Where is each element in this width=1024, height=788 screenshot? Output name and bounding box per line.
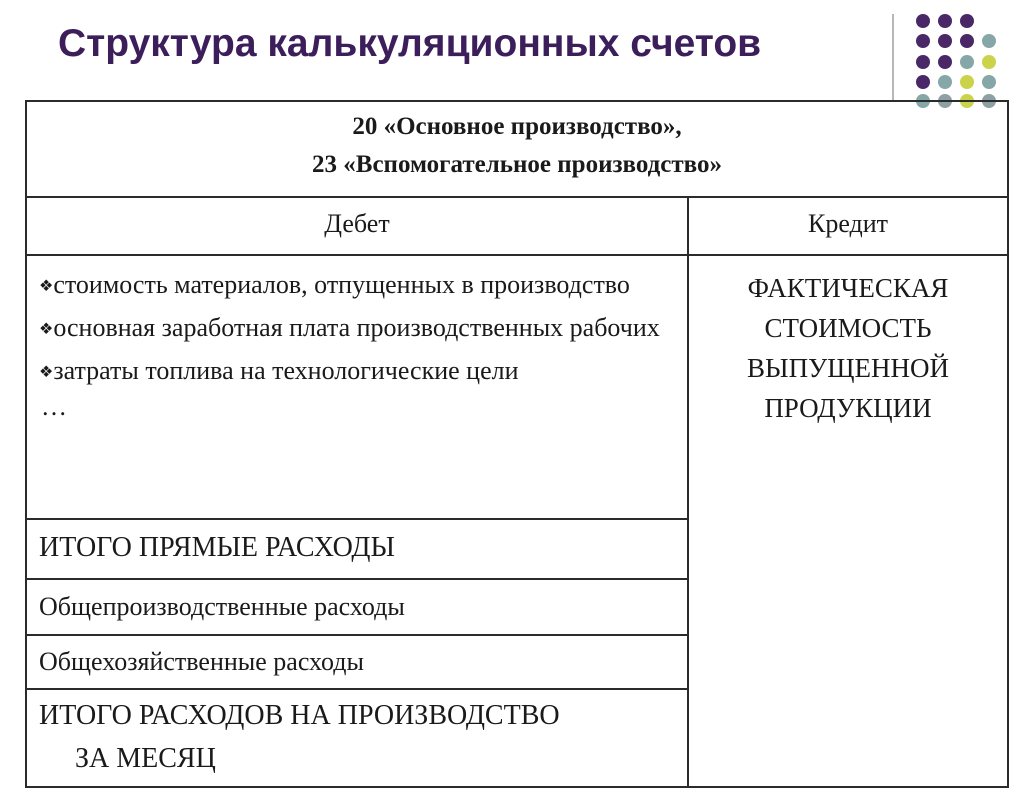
debit-item: ❖стоимость материалов, отпущенных в производство <box>39 270 630 299</box>
decor-dot <box>960 34 974 48</box>
decor-dot <box>960 14 974 28</box>
debit-ellipsis: … <box>41 392 67 421</box>
table-header <box>26 101 1008 197</box>
decor-dot <box>960 55 974 69</box>
decor-dot <box>982 75 996 89</box>
decor-dot <box>916 34 930 48</box>
debit-column-header: Дебет <box>26 197 688 255</box>
general-business-costs: Общехозяйственные расходы <box>26 635 688 689</box>
debit-item: ❖основная заработная плата производственных рабочих <box>39 313 660 342</box>
diamond-bullet-icon: ❖ <box>39 364 54 381</box>
total-month-costs: ИТОГО РАСХОДОВ НА ПРОИЗВОДСТВО ЗА МЕСЯЦ <box>26 689 688 787</box>
total-direct-costs: ИТОГО ПРЯМЫЕ РАСХОДЫ <box>26 519 688 579</box>
decorative-dots <box>908 10 1008 106</box>
credit-cell: ФАКТИЧЕСКАЯ СТОИМОСТЬ ВЫПУЩЕННОЙ ПРОДУКЦИИ <box>688 255 1008 787</box>
decor-dot <box>982 55 996 69</box>
decor-dot <box>960 75 974 89</box>
diamond-bullet-icon: ❖ <box>39 321 54 338</box>
debit-items-cell <box>26 255 688 519</box>
accounts-table <box>25 100 1009 788</box>
decor-dot <box>938 75 952 89</box>
title-divider <box>892 14 894 100</box>
header-line-1: 20 «Основное производство», <box>352 113 682 140</box>
decor-dot <box>938 55 952 69</box>
credit-column-header: Кредит <box>688 197 1008 255</box>
decor-dot <box>938 14 952 28</box>
decor-dot <box>916 14 930 28</box>
decor-dot <box>916 55 930 69</box>
decor-dot <box>916 75 930 89</box>
slide-title: Структура калькуляционных счетов <box>58 22 762 65</box>
diamond-bullet-icon: ❖ <box>39 278 54 295</box>
debit-item: ❖затраты топлива на технологические цели <box>39 356 519 385</box>
decor-dot <box>982 34 996 48</box>
decor-dot <box>938 34 952 48</box>
general-production-costs: Общепроизводственные расходы <box>26 579 688 635</box>
header-line-2: 23 «Вспомогательное производство» <box>312 151 722 178</box>
